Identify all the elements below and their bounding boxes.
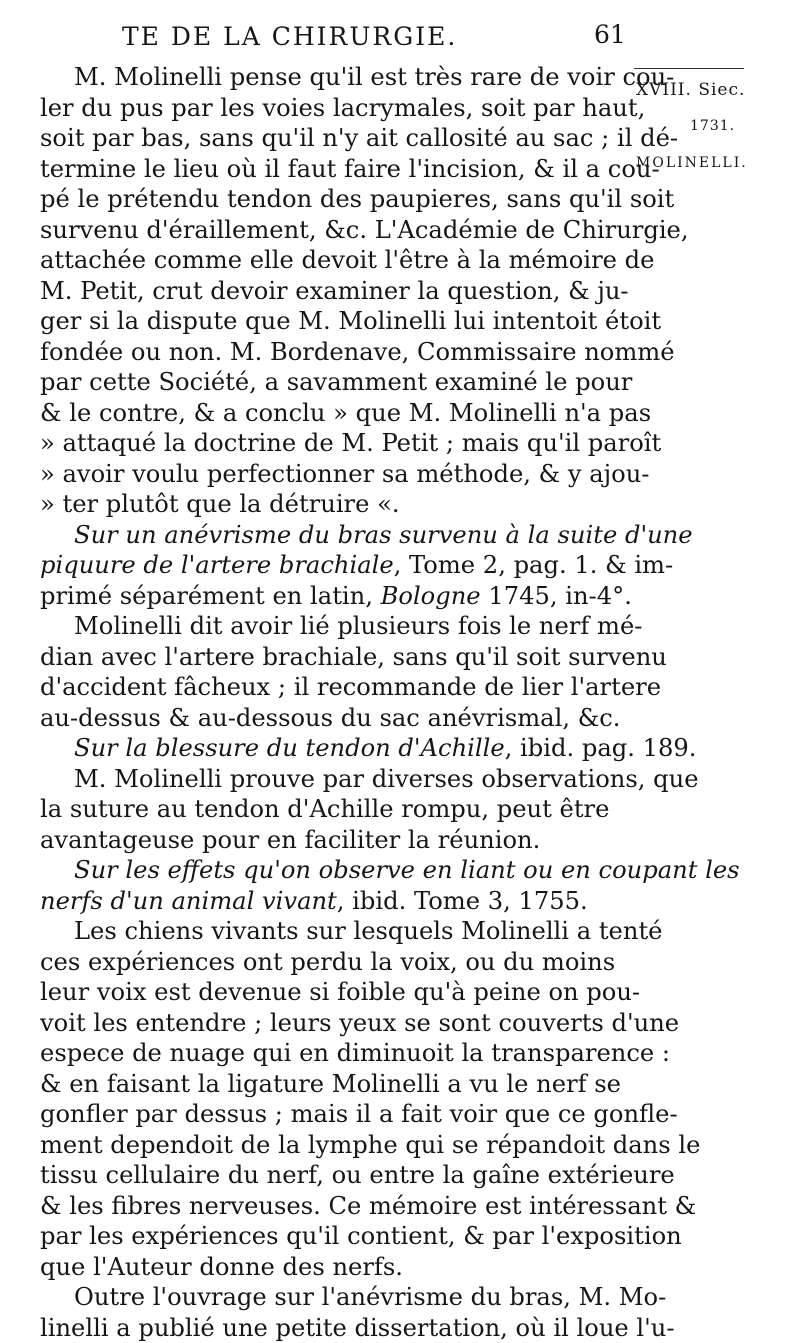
text-line: voit les entendre ; leurs yeux se sont couverts d'une [40, 1008, 638, 1039]
text-line: termine le lieu où il faut faire l'incision, & il a cou- [40, 154, 638, 185]
text-line: » avoir voulu perfectionner sa méthode, & y ajou- [40, 459, 638, 490]
text-line: par les expériences qu'il contient, & par l'exposition [40, 1221, 638, 1252]
text-line: Les chiens vivants sur lesquels Molinelli a tenté [40, 916, 638, 947]
text-line: » ter plutôt que la détruire «. [40, 489, 638, 520]
text-line: ces expériences ont perdu la voix, ou du moins [40, 947, 638, 978]
body-text [40, 62, 638, 1343]
text-line: la suture au tendon d'Achille rompu, peut être [40, 794, 638, 825]
text-line: ger si la dispute que M. Molinelli lui intentoit étoit [40, 306, 638, 337]
text-line: Sur les effets qu'on observe en liant ou en coupant les [40, 855, 638, 886]
running-head: TE DE LA CHIRURGIE. [122, 22, 622, 51]
text-line: leur voix est devenue si foible qu'à peine on pou- [40, 977, 638, 1008]
text-line: pé le prétendu tendon des paupieres, sans qu'il soit [40, 184, 638, 215]
text-line: fondée ou non. M. Bordenave, Commissaire nommé [40, 337, 638, 368]
text-line: Outre l'ouvrage sur l'anévrisme du bras, M. Mo- [40, 1282, 638, 1313]
text-line: survenu d'éraillement, &c. L'Académie de Chirurgie, [40, 215, 638, 246]
text-line: Molinelli dit avoir lié plusieurs fois le nerf mé- [40, 611, 638, 642]
text-line: espece de nuage qui en diminuoit la transparence : [40, 1038, 638, 1069]
text-line: ment dependoit de la lymphe qui se répandoit dans le [40, 1130, 638, 1161]
text-line: par cette Société, a savamment examiné le pour [40, 367, 638, 398]
text-line: & les fibres nerveuses. Ce mémoire est intéressant & [40, 1191, 638, 1222]
text-line: ler du pus par les voies lacrymales, soit par haut, [40, 93, 638, 124]
text-line: dian avec l'artere brachiale, sans qu'il soit survenu [40, 642, 638, 673]
text-line: piquure de l'artere brachiale, Tome 2, pag. 1. & im- [40, 550, 638, 581]
margin-note-year: 1731. [690, 118, 800, 134]
page-number: 61 [594, 20, 626, 49]
text-line: » attaqué la doctrine de M. Petit ; mais qu'il paroît [40, 428, 638, 459]
margin-note-century: XVIII. Siec. [636, 80, 800, 100]
text-line: d'accident fâcheux ; il recommande de lier l'artere [40, 672, 638, 703]
text-line: primé séparément en latin, Bologne 1745, in-4°. [40, 581, 638, 612]
text-line: Sur la blessure du tendon d'Achille, ibid. pag. 189. [40, 733, 638, 764]
text-line: que l'Auteur donne des nerfs. [40, 1252, 638, 1283]
text-line: & en faisant la ligature Molinelli a vu le nerf se [40, 1069, 638, 1100]
text-line: nerfs d'un animal vivant, ibid. Tome 3, 1755. [40, 886, 638, 917]
text-line: linelli a publié une petite dissertation, où il loue l'u- [40, 1313, 638, 1343]
text-line: M. Petit, crut devoir examiner la question, & ju- [40, 276, 638, 307]
text-line: & le contre, & a conclu » que M. Molinelli n'a pas [40, 398, 638, 429]
text-line: tissu cellulaire du nerf, ou entre la gaîne extérieure [40, 1160, 638, 1191]
text-line: au-dessus & au-dessous du sac anévrismal, &c. [40, 703, 638, 734]
text-line: Sur un anévrisme du bras survenu à la suite d'une [40, 520, 638, 551]
text-line: avantageuse pour en faciliter la réunion. [40, 825, 638, 856]
text-line: attachée comme elle devoit l'être à la mémoire de [40, 245, 638, 276]
text-line: gonfler par dessus ; mais il a fait voir que ce gonfle- [40, 1099, 638, 1130]
margin-note-author: MOLINELLI. [636, 155, 800, 171]
text-line: M. Molinelli pense qu'il est très rare de voir cou- [40, 62, 638, 93]
text-line: M. Molinelli prouve par diverses observations, que [40, 764, 638, 795]
text-line: soit par bas, sans qu'il n'y ait callosité au sac ; il dé- [40, 123, 638, 154]
